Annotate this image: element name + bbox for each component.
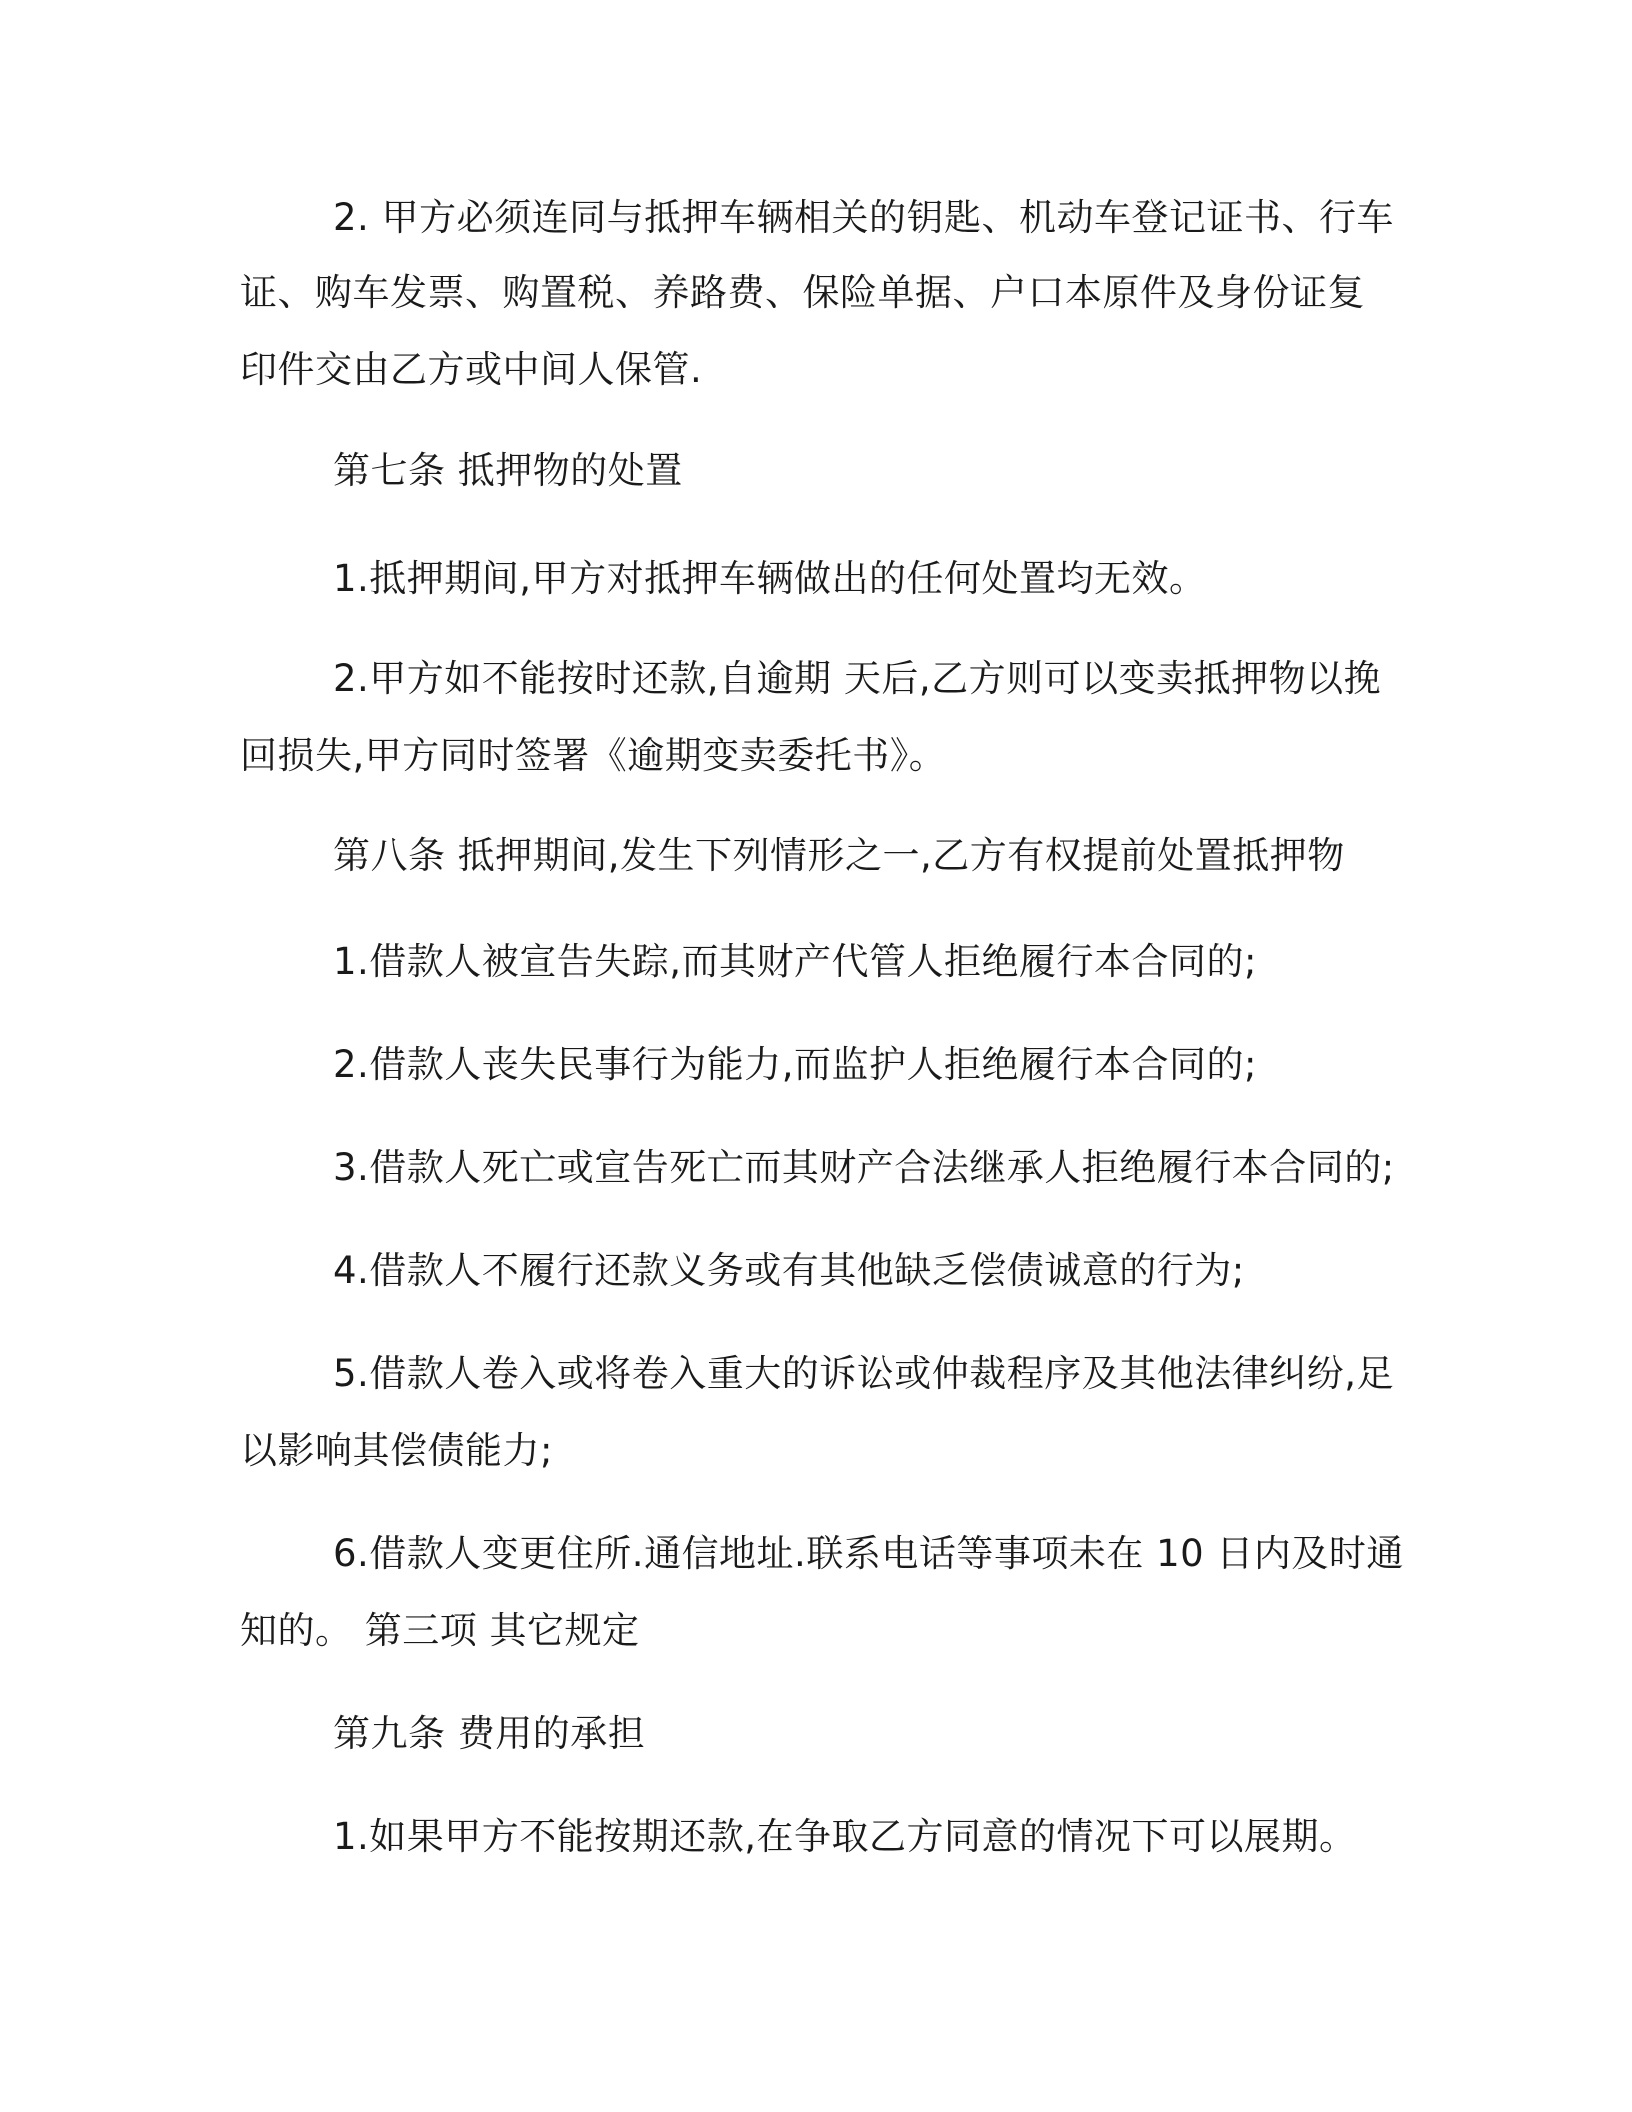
paragraph-line: 2. 甲方必须连同与抵押车辆相关的钥匙、机动车登记证书、行车 [333, 196, 1395, 239]
paragraph-line: 印件交由乙方或中间人保管. [240, 348, 703, 391]
list-item: 以影响其偿债能力; [240, 1429, 553, 1472]
list-item: 知的。 第三项 其它规定 [240, 1609, 640, 1652]
list-item: 4.借款人不履行还款义务或有其他缺乏偿债诚意的行为; [333, 1249, 1245, 1292]
paragraph-line: 回损失,甲方同时签署《逾期变卖委托书》。 [240, 734, 947, 777]
list-item: 3.借款人死亡或宣告死亡而其财产合法继承人拒绝履行本合同的; [333, 1146, 1395, 1189]
list-item: 5.借款人卷入或将卷入重大的诉讼或仲裁程序及其他法律纠纷,足 [333, 1352, 1395, 1395]
paragraph-line: 1.如果甲方不能按期还款,在争取乙方同意的情况下可以展期。 [333, 1815, 1357, 1858]
paragraph-line: 1.抵押期间,甲方对抵押车辆做出的任何处置均无效。 [333, 557, 1207, 600]
list-item: 2.借款人丧失民事行为能力,而监护人拒绝履行本合同的; [333, 1043, 1258, 1086]
paragraph-line: 证、购车发票、购置税、养路费、保险单据、户口本原件及身份证复 [240, 271, 1365, 314]
section-heading: 第七条 抵押物的处置 [333, 449, 683, 492]
paragraph-line: 2.甲方如不能按时还款,自逾期 天后,乙方则可以变卖抵押物以挽 [333, 657, 1382, 700]
section-heading: 第九条 费用的承担 [333, 1712, 646, 1755]
list-item: 1.借款人被宣告失踪,而其财产代管人拒绝履行本合同的; [333, 940, 1258, 983]
list-item: 6.借款人变更住所.通信地址.联系电话等事项未在 10 日内及时通 [333, 1532, 1404, 1575]
section-heading: 第八条 抵押期间,发生下列情形之一,乙方有权提前处置抵押物 [333, 834, 1345, 877]
